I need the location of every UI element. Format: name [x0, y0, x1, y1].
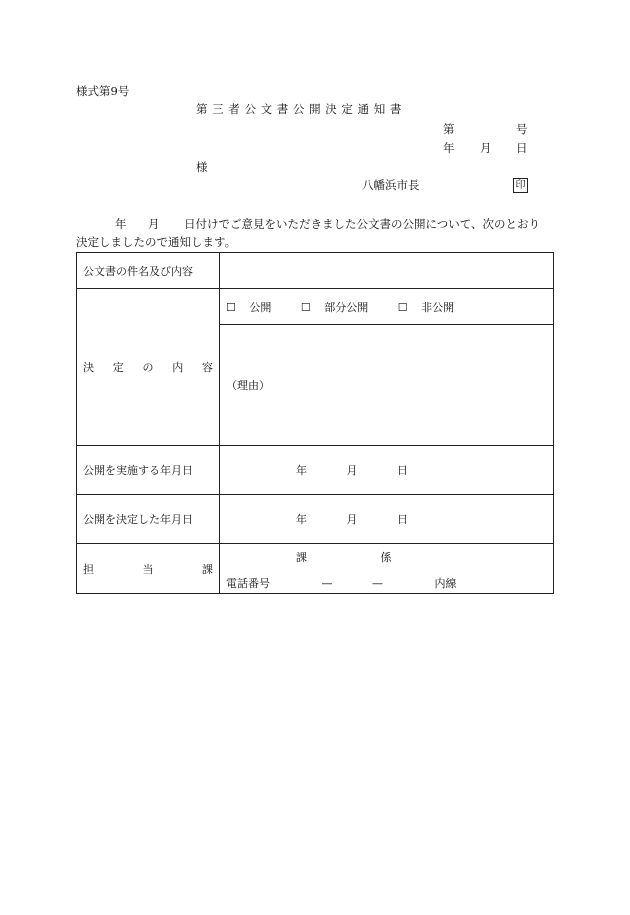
- decision-label-char: 定: [112, 361, 124, 374]
- date-month-unit: 月: [346, 464, 358, 477]
- implementation-date-label: 公開を実施する年月日: [77, 446, 220, 495]
- department-label-char: 当: [142, 562, 154, 576]
- option-label: 非公開: [421, 300, 455, 314]
- decision-label-char: 内: [172, 361, 184, 374]
- subject-field[interactable]: [220, 253, 554, 289]
- implementation-date-field[interactable]: [220, 446, 554, 495]
- doc-number-dai: 第: [443, 122, 455, 136]
- subject-label: 公文書の件名及び内容: [77, 253, 220, 289]
- subject-row: [77, 253, 554, 289]
- option-label: 公開: [249, 300, 272, 314]
- date-year-unit: 年: [296, 513, 307, 526]
- decision-label-char: の: [142, 361, 154, 374]
- department-label: [77, 544, 220, 594]
- option-disclose[interactable]: [226, 301, 275, 314]
- checkbox-icon[interactable]: ☐: [397, 300, 408, 314]
- reason-field[interactable]: [220, 325, 554, 446]
- checkbox-icon[interactable]: ☐: [226, 300, 236, 314]
- option-partial[interactable]: [301, 301, 372, 314]
- phone-label: 電話番号: [226, 576, 270, 590]
- option-label: 部分公開: [324, 300, 369, 314]
- date-day-unit: 日: [397, 464, 408, 477]
- decision-label-char: 容: [202, 361, 213, 374]
- seal-mark: 印: [513, 178, 528, 193]
- department-label-char: 担: [83, 562, 94, 576]
- doc-date-month: 月: [480, 141, 492, 155]
- doc-date-year: 年: [443, 141, 455, 155]
- body-text-line2: 決定しましたので通知します。: [76, 235, 237, 249]
- date-day-unit: 日: [397, 513, 408, 526]
- body-text-line1: 日付けでご意見をいただきました公文書の公開について、次のとおり: [184, 217, 541, 231]
- issuer-name: 八幡浜市長: [362, 178, 420, 192]
- reason-label: （理由）: [226, 379, 270, 392]
- extension-label: 内線: [434, 576, 457, 590]
- phone-dash: —: [321, 576, 333, 590]
- decision-options-row: [77, 289, 554, 325]
- decision-date-field[interactable]: [220, 495, 554, 544]
- doc-number-go: 号: [516, 122, 528, 136]
- subsection-unit: 係: [380, 550, 392, 564]
- addressee-suffix: 様: [196, 160, 208, 174]
- doc-date-day: 日: [516, 141, 528, 155]
- decision-options: [220, 289, 554, 325]
- decision-label: [77, 289, 220, 446]
- section-unit: 課: [296, 550, 307, 564]
- body-month: 月: [148, 217, 160, 231]
- phone-dash: —: [372, 576, 383, 590]
- decision-date-label: 公開を決定した年月日: [77, 495, 220, 544]
- decision-date-row: [77, 495, 554, 544]
- department-label-char: 課: [202, 562, 213, 576]
- document-title: 第 三 者 公 文 書 公 開 決 定 通 知 書: [196, 102, 402, 116]
- body-year: 年: [115, 217, 127, 231]
- checkbox-icon[interactable]: ☐: [300, 300, 311, 314]
- date-year-unit: 年: [296, 464, 307, 477]
- department-row: [77, 544, 554, 594]
- decision-label-char: 決: [83, 361, 94, 374]
- date-month-unit: 月: [346, 513, 358, 526]
- form-number: 様式第9号: [76, 84, 130, 98]
- implementation-date-row: [77, 446, 554, 495]
- option-nondisclose[interactable]: [398, 301, 454, 314]
- department-field[interactable]: [220, 544, 554, 594]
- decision-table: [76, 252, 554, 594]
